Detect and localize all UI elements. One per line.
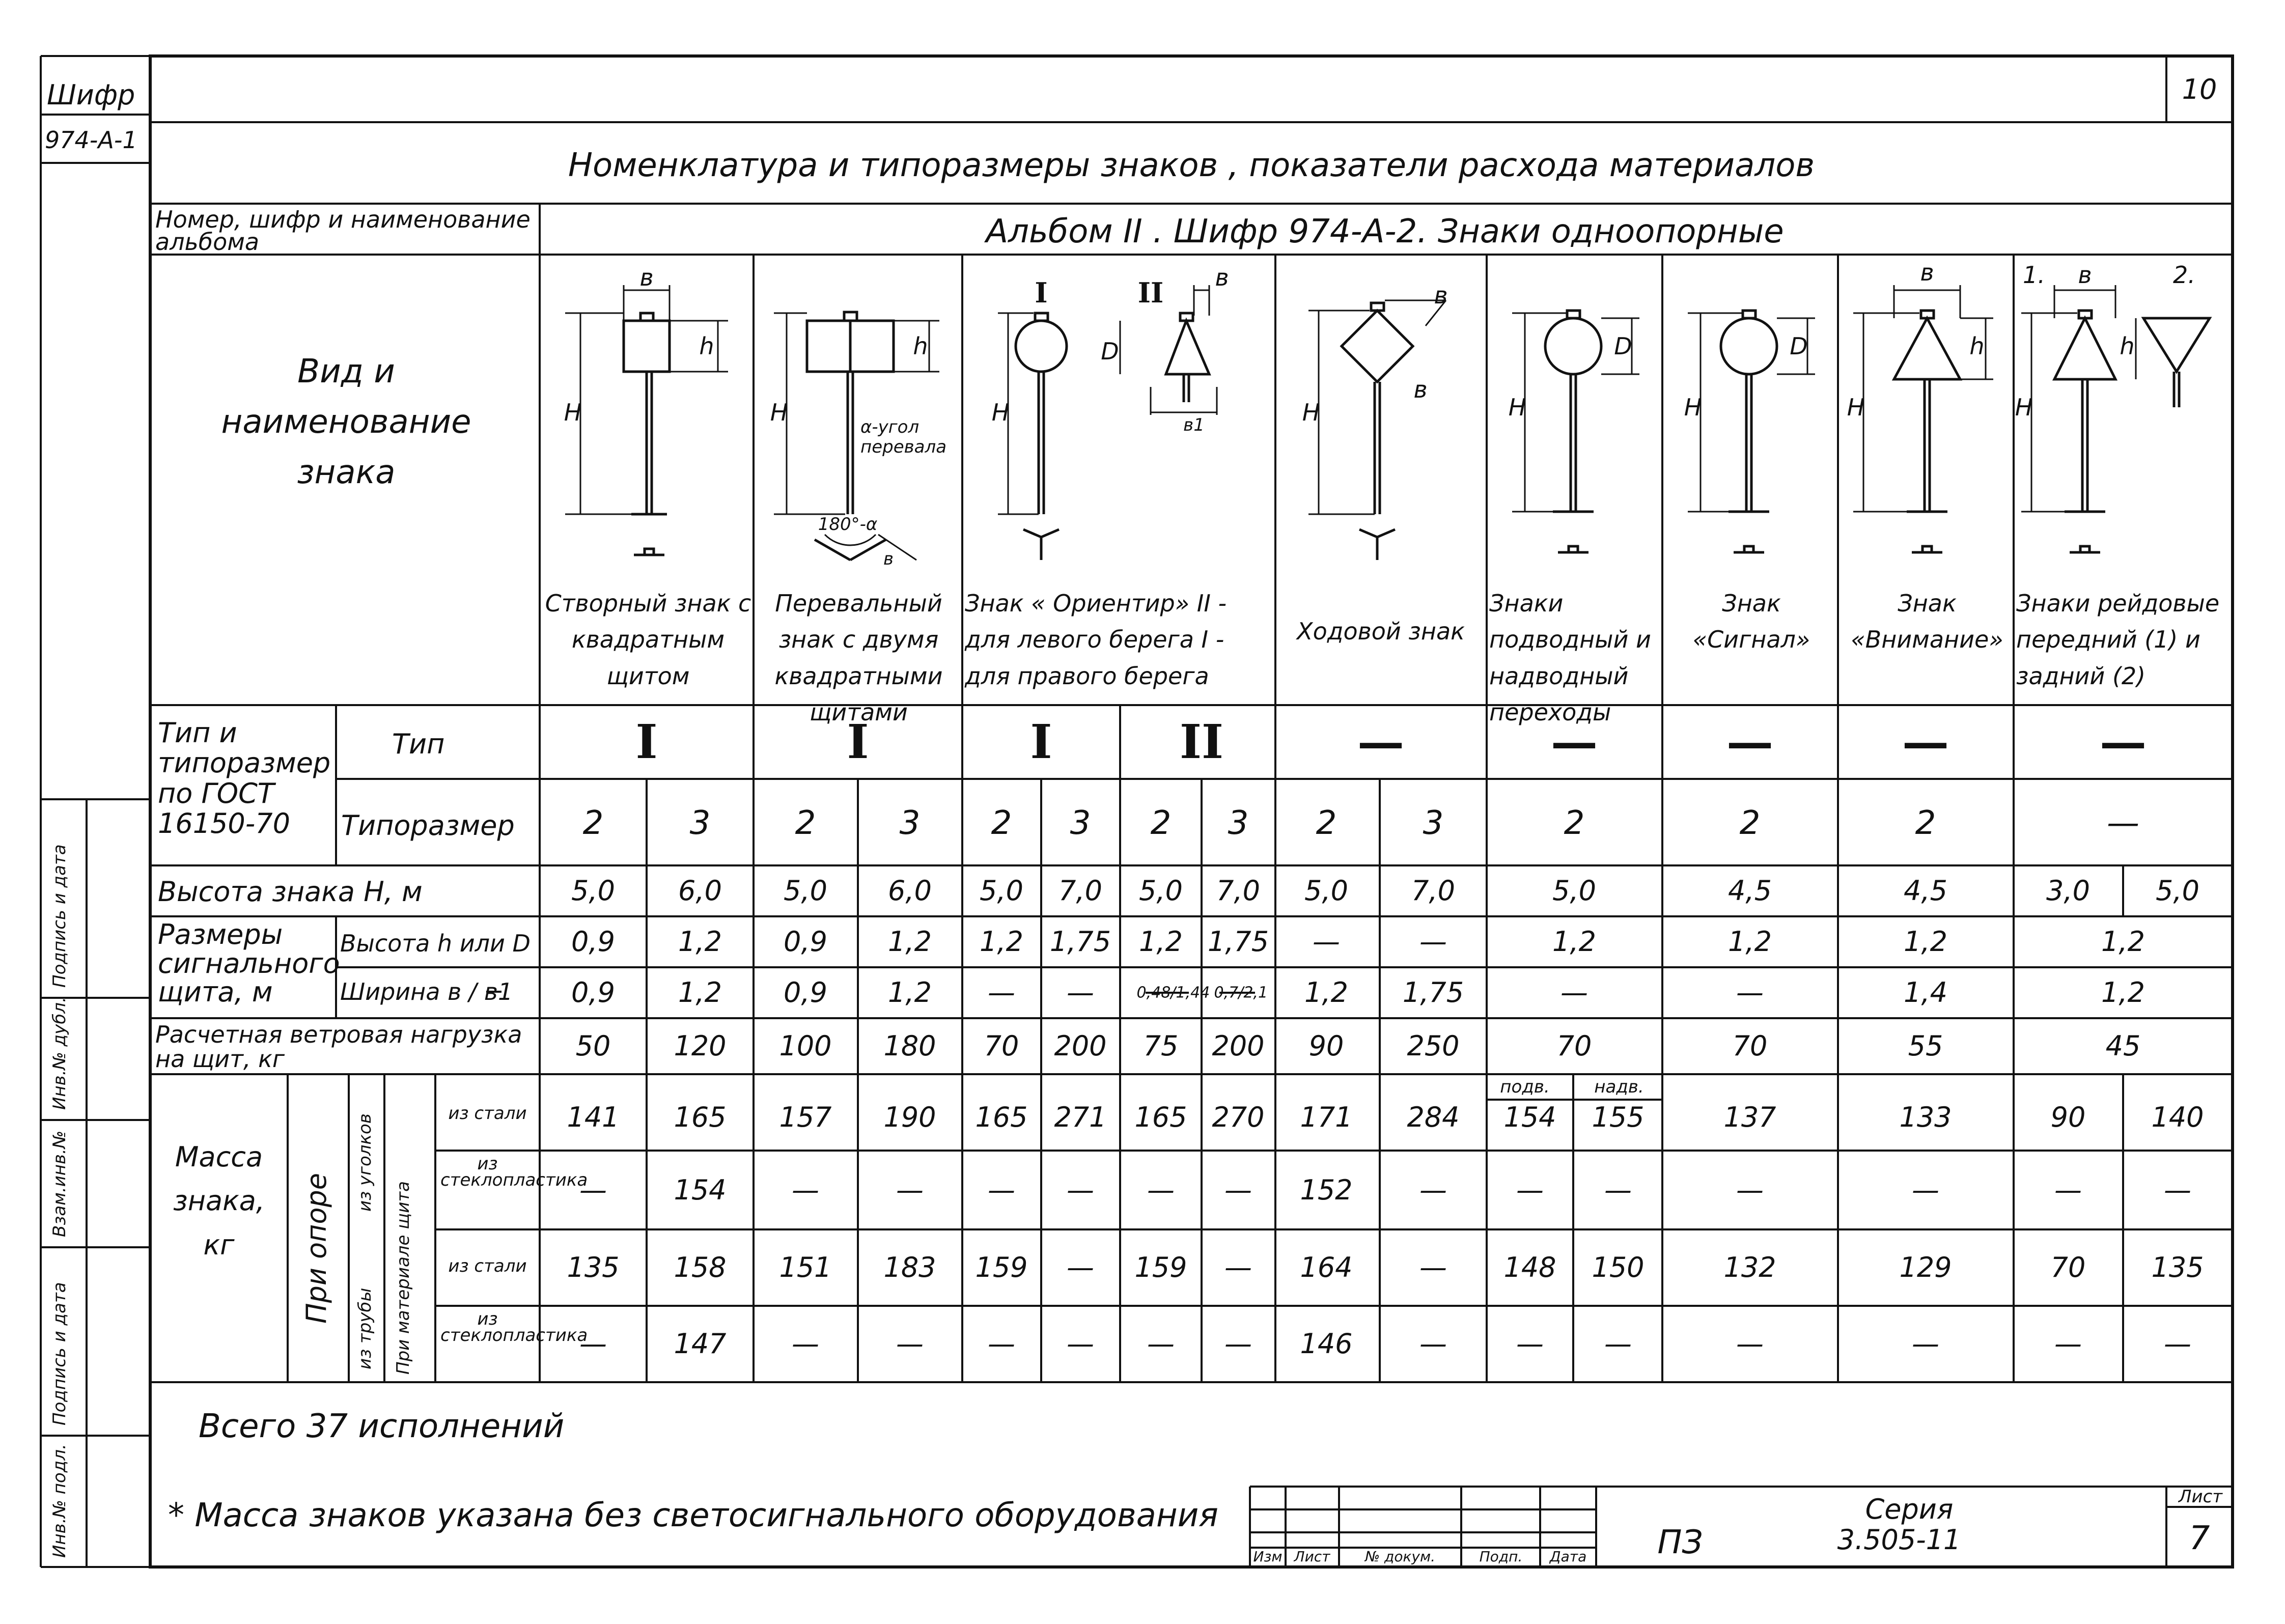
dim-h-value: — (1313, 926, 1340, 958)
dim-w-value: 1,2 (2101, 976, 2145, 1009)
type-value: I (1030, 714, 1052, 769)
cipher-value: 974-А-1 (45, 126, 137, 154)
mass-value: — (792, 1174, 819, 1206)
mass-value: 141 (567, 1101, 620, 1133)
height-value: 3,0 (2046, 875, 2090, 907)
mass-value: 159 (975, 1251, 1028, 1283)
dim-h-value: 1,2 (678, 926, 722, 958)
mass-value: — (1147, 1328, 1175, 1360)
type-label: Тип (392, 728, 445, 760)
dim-w-value: 0,7/2,1 (1214, 984, 1268, 1002)
dims-group-label: Размеры сигнального щита, м (158, 918, 340, 1009)
mass-value: — (896, 1328, 924, 1360)
dim-label: H (564, 399, 582, 426)
mass-value: 140 (2151, 1101, 2204, 1133)
dim-w-value: 1,2 (1304, 976, 1348, 1009)
sign-name: Перевальный знак с двумя квадратными щитами (774, 590, 943, 726)
mass-value: 150 (1592, 1251, 1645, 1283)
steel-label: из стали (448, 1103, 527, 1124)
height-value: 5,0 (784, 875, 827, 907)
sign-sketches (565, 282, 2210, 560)
sign-name: Знак «Сигнал» (1692, 590, 1810, 654)
height-value: 5,0 (1552, 875, 1596, 907)
size-value: — (2107, 804, 2139, 842)
wind-value: 55 (1908, 1030, 1943, 1062)
stamp-col: Лист (1294, 1548, 1330, 1565)
wind-value: 200 (1212, 1030, 1265, 1062)
dim-label: H (1508, 394, 1526, 421)
stamp-col: № докум. (1364, 1548, 1436, 1565)
dim-h-value: 1,2 (1904, 926, 1947, 958)
height-value: 6,0 (888, 875, 932, 907)
mass-value: — (1736, 1328, 1764, 1360)
mass-value: — (1912, 1328, 1939, 1360)
series-label: Серия (1865, 1493, 1954, 1525)
dim-label: D (1101, 338, 1119, 365)
size-value: 2 (1739, 804, 1761, 842)
margin-label-5: Подпись и дата (49, 844, 70, 988)
mass-value: — (792, 1328, 819, 1360)
glass-label: из стеклопластика (440, 1154, 588, 1191)
steel-label: из стали (448, 1256, 527, 1276)
mass-value: 135 (2151, 1251, 2204, 1283)
wind-value: 70 (984, 1030, 1019, 1062)
dim-label: в (1434, 282, 1448, 309)
dim-label: h (913, 332, 928, 360)
height-value: 6,0 (678, 875, 722, 907)
total-label: Всего 37 исполнений (199, 1408, 565, 1445)
dim-label: I (1035, 276, 1048, 309)
dim-h-value: 1,2 (1139, 926, 1183, 958)
size-value: 3 (899, 804, 921, 842)
type-value: — (1551, 714, 1598, 769)
type-value: II (1179, 714, 1224, 769)
dim-label: II (1137, 276, 1164, 309)
dim-label: в1 (1183, 415, 1205, 435)
mass-value: — (1912, 1174, 1939, 1206)
dim-label: H (991, 399, 1010, 426)
height-value: 5,0 (1304, 875, 1348, 907)
dim-label: 2. (2173, 261, 2195, 289)
mass-value: 133 (1899, 1101, 1952, 1133)
glass-label: из стеклопластика (440, 1309, 588, 1346)
mass-value: 164 (1300, 1251, 1353, 1283)
support-label: При опоре (300, 1172, 332, 1324)
mass-value: — (896, 1174, 924, 1206)
dim-label: D (1790, 332, 1808, 360)
mass-value: 135 (567, 1251, 620, 1283)
series-value: 3.505-11 (1837, 1524, 1961, 1556)
mass-value: 165 (1134, 1101, 1187, 1133)
sheet-label: Лист (2178, 1487, 2223, 1507)
dim-label: 1. (2023, 261, 2045, 289)
dim-label: в (1920, 259, 1934, 286)
page-number-top: 10 (2182, 73, 2217, 105)
sign-name: Знак « Ориентир» II - для левого берега I - для правого берега (965, 590, 1227, 690)
mass-value: 284 (1407, 1101, 1460, 1133)
dim-label: D (1614, 332, 1632, 360)
dim-h-value: 1,2 (980, 926, 1023, 958)
mass-value: 90 (2050, 1101, 2086, 1133)
cipher-label: Шифр (47, 79, 135, 111)
mass-value: 155 (1592, 1101, 1645, 1133)
mass-value: — (988, 1174, 1015, 1206)
mass-value: 270 (1212, 1101, 1265, 1133)
mass-value: 165 (674, 1101, 727, 1133)
dim-h-value: — (1419, 926, 1447, 958)
mass-value: 190 (883, 1101, 936, 1133)
size-value: 3 (1228, 804, 1249, 842)
dim-label: в (1215, 264, 1229, 291)
stamp-col: Изм (1253, 1548, 1283, 1565)
dim-w-value: — (988, 976, 1015, 1009)
dim-label: в (2078, 261, 2092, 289)
dim-label: H (2015, 394, 2033, 421)
wind-value: 75 (1143, 1030, 1179, 1062)
over-label: надв. (1594, 1077, 1644, 1097)
dim-label: h (1969, 332, 1985, 360)
wind-value: 250 (1407, 1030, 1460, 1062)
size-value: 3 (689, 804, 711, 842)
height-label: Высота знака H, м (158, 876, 423, 908)
height-value: 5,0 (980, 875, 1023, 907)
mass-value: 151 (779, 1251, 832, 1283)
dim-h-value: 1,75 (1049, 926, 1111, 958)
dims-h-label: Высота h или D (340, 930, 531, 957)
angle-label: из уголков (355, 1113, 375, 1212)
dim-label: в (1413, 376, 1428, 403)
sign-name: Знаки рейдовые передний (1) и задний (2) (2016, 590, 2220, 690)
sheet-number: 7 (2189, 1520, 2210, 1557)
mass-value: 171 (1300, 1101, 1353, 1133)
wind-value: 70 (1732, 1030, 1768, 1062)
type-value: — (1357, 714, 1404, 769)
size-value: 2 (582, 804, 604, 842)
mass-value: — (1516, 1174, 1544, 1206)
wind-value: 180 (883, 1030, 936, 1062)
mass-value: — (1224, 1174, 1252, 1206)
wind-value: 50 (575, 1030, 611, 1062)
mass-value: 137 (1723, 1101, 1776, 1133)
height-value: 4,5 (1904, 875, 1947, 907)
sign-name: Створный знак с квадратным щитом (545, 590, 751, 690)
dim-h-value: 0,9 (571, 926, 615, 958)
dim-w-value: 0,9 (571, 976, 615, 1009)
mass-value: — (1419, 1251, 1447, 1283)
height-value: 7,0 (1058, 875, 1102, 907)
dim-h-value: 1,75 (1207, 926, 1269, 958)
type-value: — (1726, 714, 1773, 769)
wind-value: 200 (1054, 1030, 1107, 1062)
view-caption: Вид и наименование знака (221, 353, 471, 492)
dim-w-value: 1,75 (1402, 976, 1464, 1009)
mass-value: 154 (674, 1174, 727, 1206)
doc-code: ПЗ (1657, 1524, 1703, 1561)
mass-value: 132 (1723, 1251, 1776, 1283)
type-value: I (635, 714, 658, 769)
dim-h-value: 1,2 (2101, 926, 2145, 958)
mass-value: 271 (1054, 1101, 1107, 1133)
wind-value: 70 (1556, 1030, 1592, 1062)
album-value: Альбом II . Шифр 974-А-2. Знаки одноопорные (986, 213, 1784, 250)
margin-label-2: Подпись и дата (49, 1282, 70, 1425)
under-label: подв. (1500, 1077, 1550, 1097)
dim-h-value: 1,2 (1728, 926, 1772, 958)
album-caption: Номер, шифр и наименование альбома (155, 206, 531, 256)
mass-value: — (1067, 1328, 1094, 1360)
mass-note: * Масса знаков указана без светосигнального оборудования (168, 1497, 1218, 1534)
wind-value: 90 (1308, 1030, 1344, 1062)
mass-value: 157 (779, 1101, 832, 1133)
mass-value: 129 (1899, 1251, 1952, 1283)
sign-name: Знак «Внимание» (1851, 590, 2003, 654)
height-value: 4,5 (1728, 875, 1772, 907)
dim-h-value: 1,2 (888, 926, 932, 958)
size-value: 2 (1316, 804, 1337, 842)
mass-value: — (1067, 1174, 1094, 1206)
dim-w-value: 0,48/1,44 (1136, 984, 1210, 1002)
size-value: 2 (991, 804, 1012, 842)
dim-label: h (2120, 332, 2135, 360)
mass-value: — (1419, 1328, 1447, 1360)
height-value: 5,0 (2156, 875, 2199, 907)
mass-value: 147 (674, 1328, 727, 1360)
dim-label: H (770, 399, 788, 426)
size-value: 3 (1423, 804, 1444, 842)
stamp-col: Подп. (1479, 1548, 1523, 1565)
size-value: 2 (1564, 804, 1585, 842)
margin-label-1: Инв.№ подл. (49, 1444, 70, 1558)
wind-label: Расчетная ветровая нагрузка на щит, кг (155, 1021, 522, 1073)
dim-label: 180°-α (818, 514, 878, 535)
dim-label: в (639, 264, 654, 291)
dim-label: H (1847, 394, 1865, 421)
pipe-label: из трубы (355, 1287, 375, 1369)
wind-value: 45 (2105, 1030, 2141, 1062)
type-group-label: Тип и типоразмер по ГОСТ 16150-70 (158, 717, 331, 840)
dim-label: H (1684, 394, 1702, 421)
mass-value: — (2054, 1174, 2082, 1206)
mass-value: — (1736, 1174, 1764, 1206)
mass-value: 70 (2050, 1251, 2086, 1283)
page-title: Номенклатура и типоразмеры знаков , показатели расхода материалов (568, 147, 1815, 184)
mass-value: — (1224, 1251, 1252, 1283)
stamp-col: Дата (1549, 1548, 1587, 1565)
size-value: 3 (1070, 804, 1091, 842)
height-value: 7,0 (1216, 875, 1260, 907)
mass-value: 154 (1503, 1101, 1556, 1133)
height-value: 5,0 (1139, 875, 1183, 907)
mass-value: — (579, 1174, 607, 1206)
wind-value: 100 (779, 1030, 832, 1062)
dim-w-value: — (1736, 976, 1764, 1009)
mass-value: — (2164, 1328, 2191, 1360)
type-value: — (2100, 714, 2147, 769)
dim-label: в (883, 549, 894, 569)
mass-value: — (1067, 1251, 1094, 1283)
margin-label-3: Взам.инв.№ (49, 1130, 70, 1237)
dim-h-value: 1,2 (1552, 926, 1596, 958)
mass-value: — (2054, 1328, 2082, 1360)
mass-value: 159 (1134, 1251, 1187, 1283)
mass-value: 183 (883, 1251, 936, 1283)
size-label: Типоразмер (341, 809, 515, 842)
sign-name: Знаки подводный и надводный переходы (1489, 590, 1651, 726)
height-value: 7,0 (1411, 875, 1455, 907)
wind-value: 120 (674, 1030, 727, 1062)
dim-w-value: 0,9 (784, 976, 827, 1009)
dim-h-value: 0,9 (784, 926, 827, 958)
margin-label-4: Инв.№ дубл. (49, 997, 70, 1110)
dim-label: α-угол перевала (860, 417, 947, 458)
mass-value: 165 (975, 1101, 1028, 1133)
dim-label: h (699, 332, 714, 360)
size-value: 2 (795, 804, 816, 842)
mass-value: — (988, 1328, 1015, 1360)
shield-label: При материале щита (393, 1181, 413, 1375)
dim-w-value: 1,4 (1904, 976, 1947, 1009)
dim-w-value: 1,2 (678, 976, 722, 1009)
mass-value: — (1516, 1328, 1544, 1360)
mass-value: — (1604, 1328, 1632, 1360)
height-value: 5,0 (571, 875, 615, 907)
dim-label: H (1302, 399, 1320, 426)
mass-value: — (2164, 1174, 2191, 1206)
mass-value: — (1224, 1328, 1252, 1360)
mass-value: — (1419, 1174, 1447, 1206)
type-value: I (847, 714, 869, 769)
mass-value: — (1147, 1174, 1175, 1206)
dims-w-label: Ширина в / в1 (340, 978, 513, 1005)
mass-value: 146 (1300, 1328, 1353, 1360)
mass-value: 152 (1300, 1174, 1353, 1206)
dim-w-value: — (1561, 976, 1588, 1009)
mass-value: — (579, 1328, 607, 1360)
type-value: — (1902, 714, 1949, 769)
dim-w-value: 1,2 (888, 976, 932, 1009)
mass-value: — (1604, 1174, 1632, 1206)
size-value: 2 (1150, 804, 1172, 842)
mass-group-label: Масса знака, кг (173, 1141, 265, 1261)
size-value: 2 (1915, 804, 1936, 842)
sign-name: Ходовой знак (1297, 618, 1465, 645)
mass-value: 158 (674, 1251, 727, 1283)
dim-w-value: — (1067, 976, 1094, 1009)
mass-value: 148 (1503, 1251, 1556, 1283)
